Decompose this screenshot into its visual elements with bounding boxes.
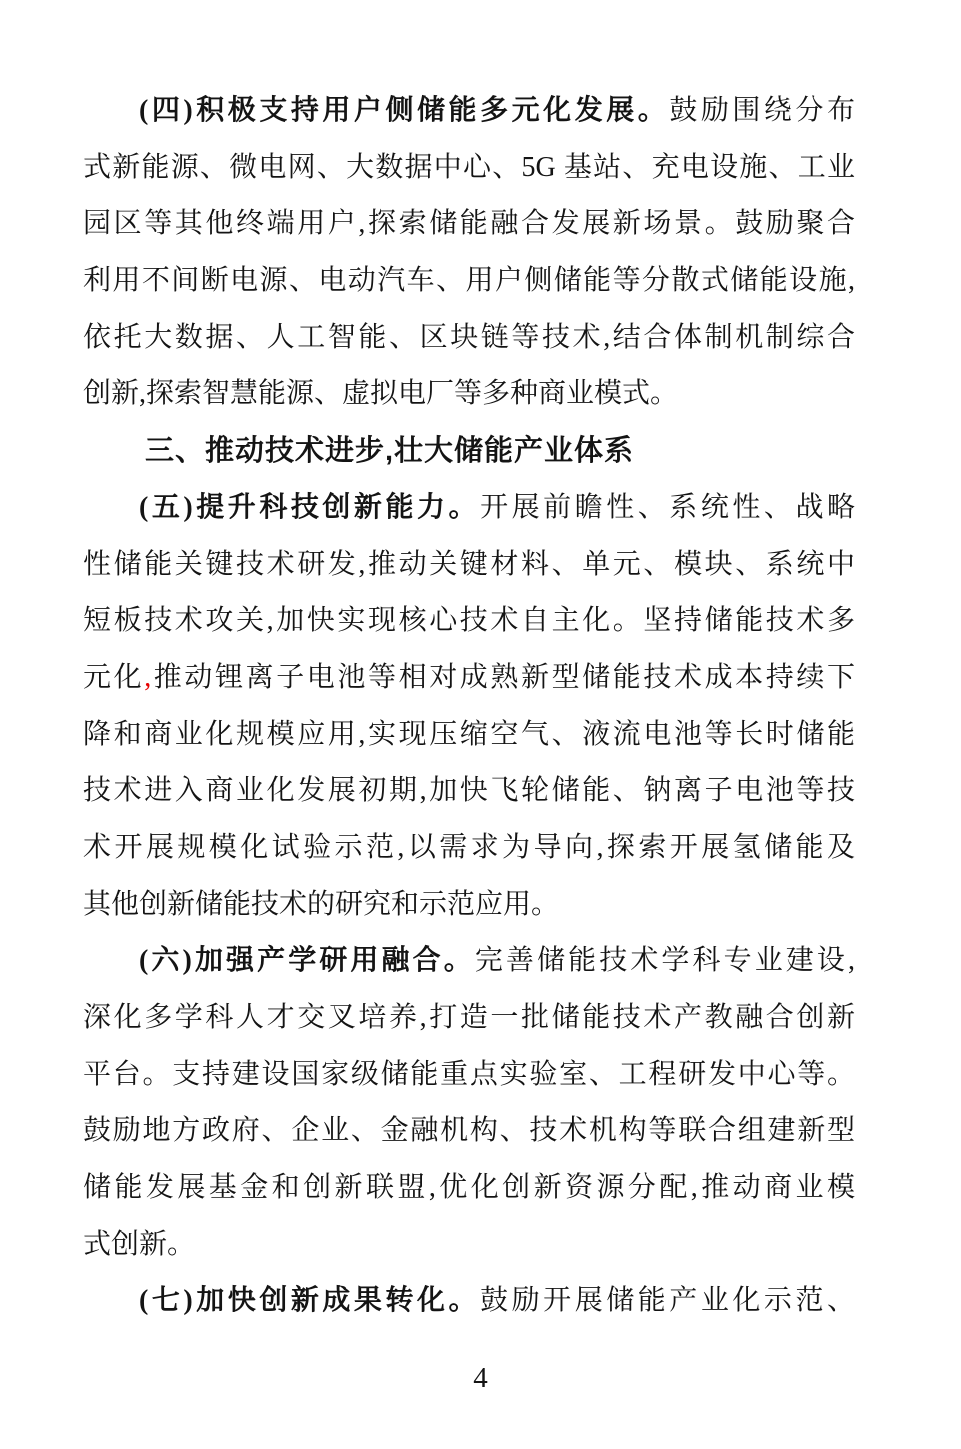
- body-text: 元化: [83, 661, 145, 693]
- lead-bold-text: (六)加强产学研用融合。: [139, 945, 475, 977]
- body-text: 推动锂离子电池等相对成熟新型储能技术成本持续下: [151, 661, 855, 693]
- text-line: [83, 820, 855, 877]
- text-line: [83, 537, 855, 594]
- body-text: 技术进入商业化发展初期,加快飞轮储能、钠离子电池等技: [83, 775, 855, 807]
- text-line: [83, 990, 855, 1047]
- text-line: [83, 83, 855, 140]
- text-line: [83, 593, 855, 650]
- page-number: 4: [473, 1362, 488, 1394]
- body-text: 性储能关键技术研发,推动关键材料、单元、模块、系统中: [83, 548, 855, 580]
- text-line: [83, 366, 855, 423]
- text-line: [83, 1273, 855, 1330]
- text-block: [83, 83, 855, 1330]
- body-text: 术开展规模化试验示范,以需求为导向,探索开展氢储能及: [83, 831, 855, 863]
- text-line: [83, 1160, 855, 1217]
- body-text: 储能发展基金和创新联盟,优化创新资源分配,推动商业模: [83, 1172, 855, 1204]
- section-heading: [83, 423, 855, 480]
- body-text: 利用不间断电源、电动汽车、用户侧储能等分散式储能设施,: [83, 265, 855, 297]
- text-line: [83, 877, 855, 934]
- text-line: [83, 140, 855, 197]
- text-line: [83, 933, 855, 990]
- text-line: [83, 1047, 855, 1104]
- text-line: [83, 1217, 855, 1274]
- text-line: [83, 480, 855, 537]
- text-line: [83, 763, 855, 820]
- lead-bold-text: (四)积极支持用户侧储能多元化发展。: [139, 95, 670, 126]
- body-text: 园区等其他终端用户,探索储能融合发展新场景。鼓励聚合: [83, 208, 855, 240]
- body-text: 平台。支持建设国家级储能重点实验室、工程研发中心等。: [83, 1058, 855, 1090]
- body-text: 鼓励地方政府、企业、金融机构、技术机构等联合组建新型: [83, 1115, 855, 1147]
- text-line: [83, 310, 855, 367]
- lead-bold-text: (五)提升科技创新能力。: [139, 491, 481, 523]
- body-text: 创新,探索智慧能源、虚拟电厂等多种商业模式。: [83, 378, 679, 410]
- lead-bold-text: (七)加快创新成果转化。: [139, 1285, 481, 1317]
- text-line: [83, 253, 855, 310]
- body-text: 降和商业化规模应用,实现压缩空气、液流电池等长时储能: [83, 718, 855, 750]
- body-text: 短板技术攻关,加快实现核心技术自主化。坚持储能技术多: [83, 605, 855, 637]
- body-text: 鼓励开展储能产业化示范、: [480, 1285, 855, 1317]
- body-text: 开展前瞻性、系统性、战略: [480, 491, 855, 523]
- body-text: 鼓励围绕分布: [669, 95, 855, 126]
- heading-text: 三、推动技术进步,壮大储能产业体系: [145, 435, 635, 468]
- red-comma-mark: ,: [144, 661, 152, 693]
- body-text: 其他创新储能技术的研究和示范应用。: [83, 888, 560, 920]
- text-line: [83, 196, 855, 253]
- body-text: 式创新。: [83, 1228, 196, 1260]
- body-text: 式新能源、微电网、大数据中心、5G 基站、充电设施、工业: [83, 151, 855, 183]
- text-line: [83, 650, 855, 707]
- body-text: 深化多学科人才交叉培养,打造一批储能技术产教融合创新: [83, 1002, 855, 1033]
- text-line: [83, 1103, 855, 1160]
- text-line: [83, 707, 855, 764]
- body-text: 依托大数据、人工智能、区块链等技术,结合体制机制综合: [83, 321, 855, 353]
- body-text: 完善储能技术学科专业建设,: [474, 945, 855, 977]
